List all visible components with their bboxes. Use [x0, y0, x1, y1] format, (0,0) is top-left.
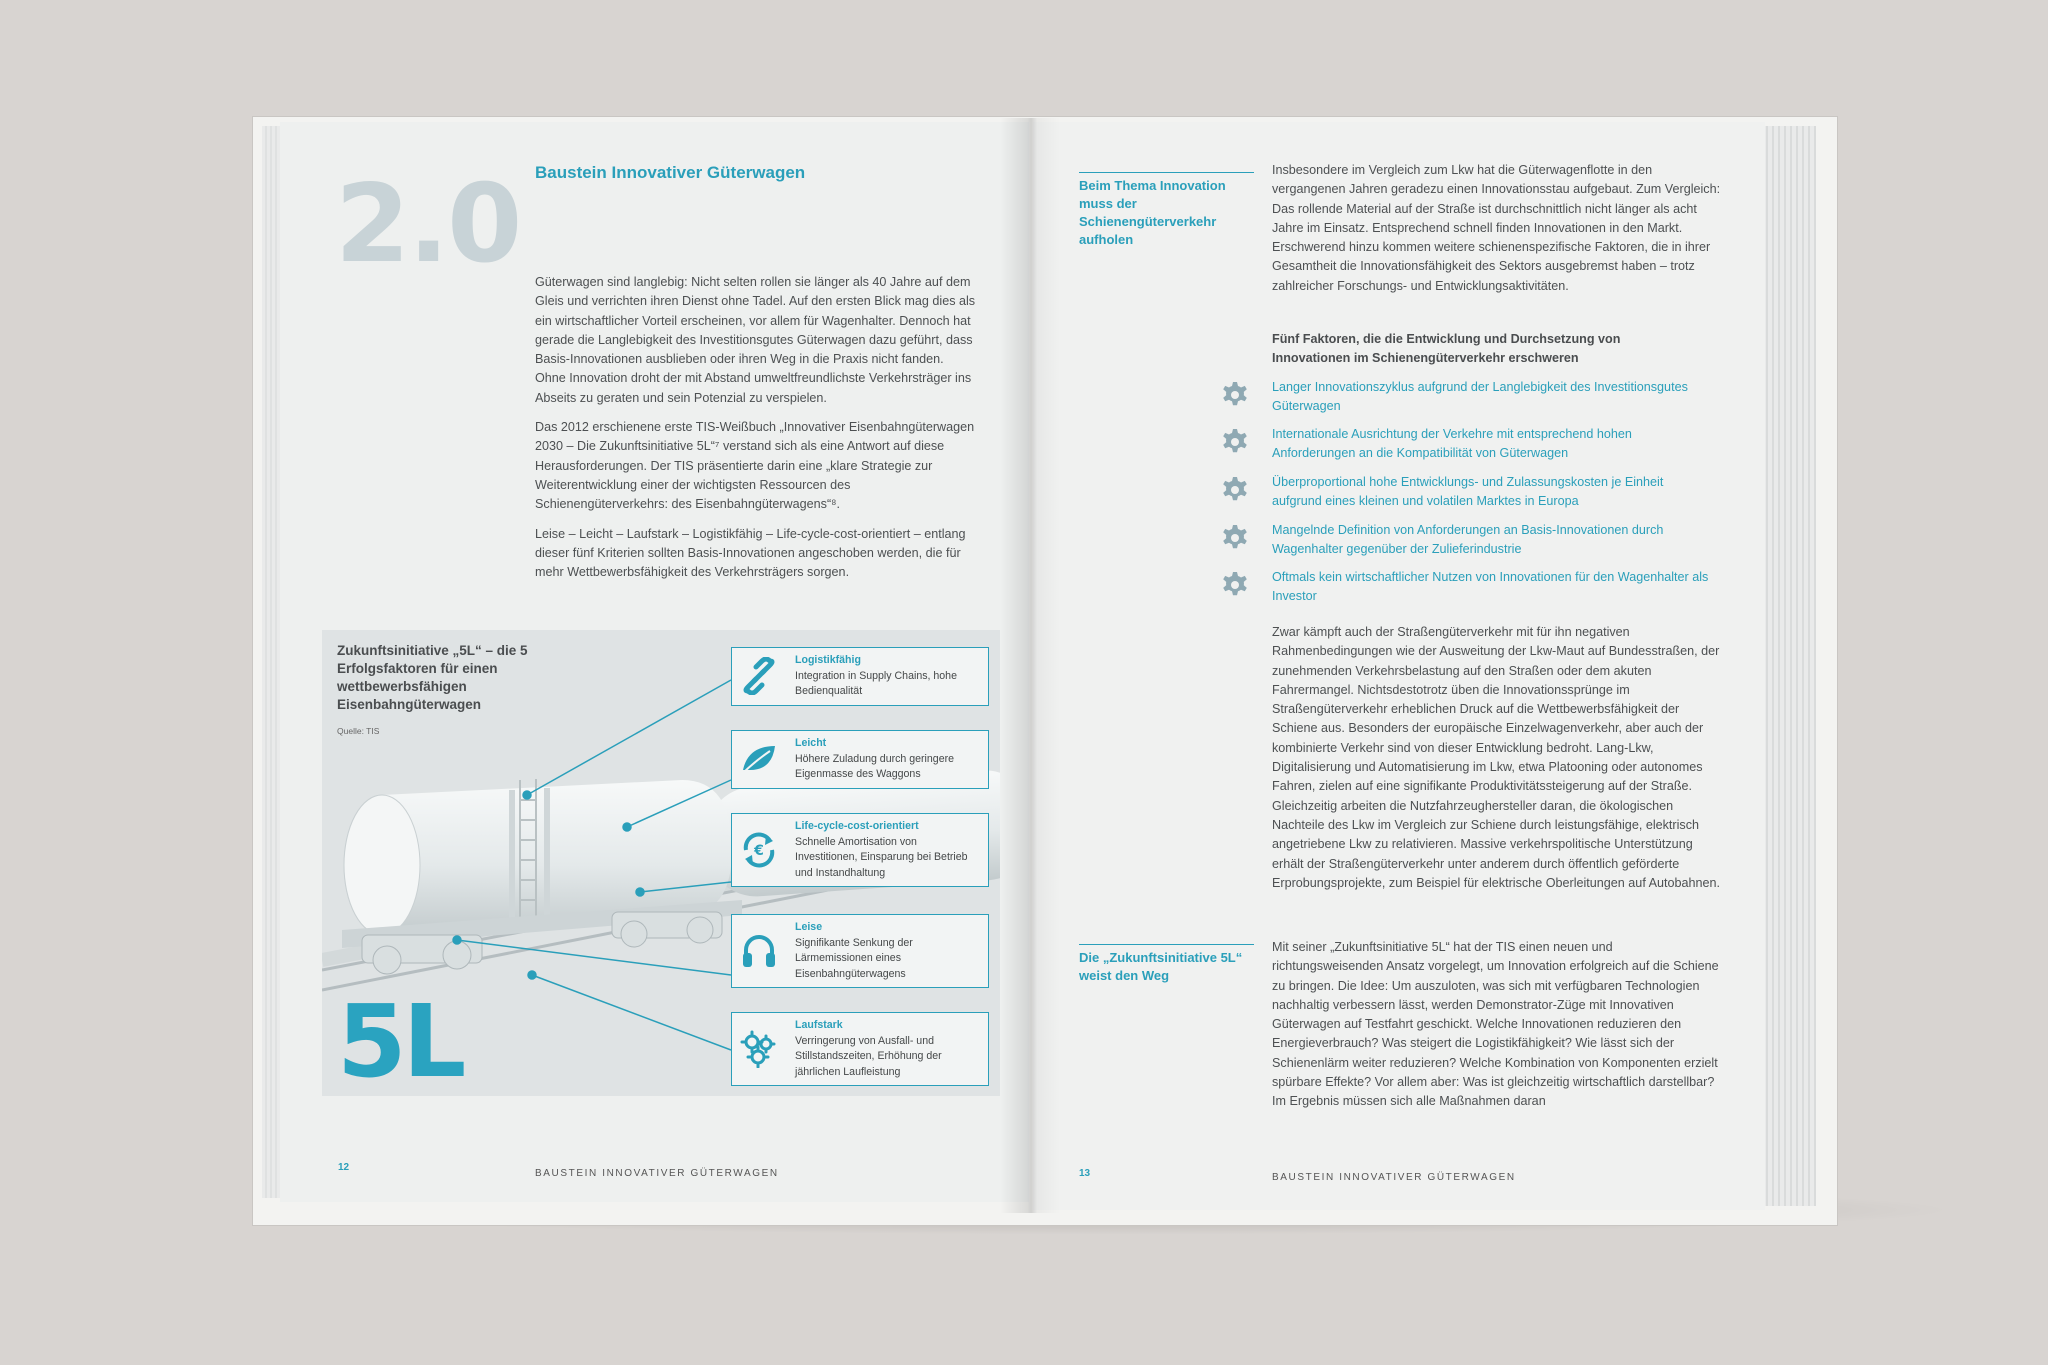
right-paragraph-3: Mit seiner „Zukunftsinitiative 5L“ hat der TIS einen neuen und richtungsweisenden Ansatz vorgelegt, um Innovation erfolgreich auf die Schiene zu bringen. Die Idee: Um auszuloten, was sich mit verfügbaren Technologien nachhaltig verbessern lässt, werden Demonstrator-Züge mit Innovativen Güterwagen auf Testfahrt geschickt. Welche Innovationen reduzieren den Energieverbrauch? Was steigert die Logistikfähigkeit? Wie lässt sich der Schienenlärm weiter reduzieren? Welche Kombination von Komponenten erzielt spürbare Effekte? Vor allem aber: Was ist gleichzeitig wirtschaftlich darstellbar? Im Ergebnis müssen sich alle Maßnahmen daran: [1272, 940, 1719, 1109]
gear-icon: [1221, 381, 1249, 409]
gears-icon: [740, 1030, 778, 1068]
chapter-title: Baustein Innovativer Güterwagen: [535, 163, 806, 182]
chapter-number: 2.0: [335, 162, 521, 287]
right-page: [1033, 122, 1765, 1210]
factor-text-leicht: Höhere Zuladung durch geringere Eigenmasse des Waggons: [795, 752, 955, 781]
leaf-icon: [740, 740, 778, 778]
factor-box-logistikfaehig: [731, 647, 989, 706]
factor-3: Überproportional hohe Entwicklungs- und Zulassungskosten je Einheit aufgrund eines kleinen und volatilen Marktes in Europa: [1272, 475, 1664, 508]
factor-text-logistikfaehig: Integration in Supply Chains, hohe Bedienqualität: [795, 669, 957, 698]
right-paragraph-2: Zwar kämpft auch der Straßengüterverkehr mit für ihn negativen Rahmenbedingungen wie der Ausweitung der Lkw-Maut auf Bundesstraßen, der zunehmenden Verkehrsbelastung auf den Straßen oder dem akuten Fahrermangel. Nichtsdestotrotz üben die Innovationssprünge im Straßengüterverkehr erheblichen Druck auf die Wettbewerbsfähigkeit der Schiene aus. Besonders der europäische Einzelwagenverkehr, aber auch der kombinierte Verkehr sind von dieser Entwicklung bedroht. Lang-Lkw, Digitalisierung und Automatisierung im Lkw, etwa Platooning oder autonomes Fahren, zielen auf eine signifikante Produktivitätssteigerung auf der Straße. Gleichzeitig arbeiten die Nutzfahrzeughersteller daran, die ökologischen Nachteile des Lkw im Vergleich zur Schiene durch leistungsfähige, elektrisch angetriebene Lkw zu relativieren. Massive verkehrspolitische Unterstützung erhält der Straßengüterverkehr unter anderem durch öffentlich geförderte Erprobungsprojekte, zum Beispiel für elektrische Oberleitungen auf Autobahnen.: [1272, 625, 1721, 890]
factors-subheading: Fünf Faktoren, die die Entwicklung und Durchsetzung von Innovationen im Schienengüterverkehr erschweren: [1272, 332, 1621, 366]
svg-text:€: €: [754, 843, 764, 860]
gear-icon: [1221, 428, 1249, 456]
factor-box-laufstark: [731, 1012, 989, 1086]
infographic-title: Zukunftsinitiative „5L“ – die 5 Erfolgsfaktoren für einen wettbewerbsfähigen Eisenbahngüterwagen: [337, 643, 528, 712]
infographic-source: Quelle: TIS: [337, 726, 380, 736]
factor-1: Langer Innovationszyklus aufgrund der Langlebigkeit des Investitionsgutes Güterwagen: [1272, 380, 1688, 413]
gear-icon: [1221, 524, 1249, 552]
side-heading-innovation: Beim Thema Innovation muss der Schienengüterverkehr aufholen: [1079, 172, 1254, 249]
factor-title-logistikfaehig: Logistikfähig: [795, 654, 861, 666]
right-paragraph-1: Insbesondere im Vergleich zum Lkw hat die Güterwagenflotte in den vergangenen Jahren geradezu einen Innovationsstau aufgebaut. Zum Vergleich: Das rollende Material auf der Straße ist durchschnittlich nicht länger als acht Jahre im Einsatz. Entsprechend schnell finden Innovationen in den Markt. Erschwerend hinzu kommen weitere schienenspezifische Faktoren, die in ihrer Gesamtheit die Innovationsfähigkeit des Sektors ausgebremst haben – trotz zahlreicher Forschungs- und Entwicklungsaktivitäten.: [1272, 163, 1721, 293]
factor-box-leise: [731, 914, 989, 988]
gear-icon: [1221, 571, 1249, 599]
factor-5: Oftmals kein wirtschaftlicher Nutzen von Innovationen für den Wagenhalter als Investor: [1272, 570, 1709, 603]
factor-4: Mangelnde Definition von Anforderungen an Basis-Innovationen durch Wagenhalter gegenüber der Zulieferindustrie: [1272, 523, 1664, 556]
gear-icon: [1221, 476, 1249, 504]
side-heading-5l: Die „Zukunftsinitiative 5L“ weist den Weg: [1079, 944, 1254, 985]
factor-box-leicht: [731, 730, 989, 789]
left-page: [280, 122, 1029, 1202]
infographic-5l: [322, 630, 1000, 1096]
factor-title-leicht: Leicht: [795, 737, 827, 749]
left-paragraph-3: Leise – Leicht – Laufstark – Logistikfähig – Life-cycle-cost-orientiert – entlang dieser fünf Kriterien sollten Basis-Innovationen angeschoben werden, die für mehr Wettbewerbsfähigkeit des Verkehrsträgers sorgen.: [535, 526, 966, 580]
left-body-text: [535, 273, 977, 592]
page-number-right: 13: [1079, 1168, 1091, 1179]
running-title-right: BAUSTEIN INNOVATIVER GÜTERWAGEN: [1272, 1172, 1516, 1183]
factor-box-life-cycle: [731, 813, 989, 887]
left-paragraph-1: Güterwagen sind langlebig: Nicht selten rollen sie länger als 40 Jahre auf dem Gleis und verrichten ihren Dienst ohne Tadel. Auf den ersten Blick mag dies als ein wirtschaftlicher Vorteil erscheinen, vor allem für Wagenhalter. Dennoch hat gerade die Langlebigkeit des Investitionsgutes Güterwagen dazu geführt, dass Basis-Innovationen ausblieben oder ihren Weg in die Praxis nicht fanden. Ohne Innovation droht der mit Abstand umweltfreundlichste Verkehrsträger ins Abseits zu geraten und sein Potenzial zu verspielen.: [535, 275, 976, 405]
page-stack-left: [262, 126, 282, 1198]
factor-text-life-cycle: Schnelle Amortisation von Investitionen, Einsparung bei Betrieb und Instandhaltung: [795, 835, 968, 879]
factor-text-laufstark: Verringerung von Ausfall- und Stillstandszeiten, Erhöhung der jährlichen Laufleistung: [795, 1034, 942, 1078]
page-number-left: 12: [338, 1162, 350, 1173]
factor-title-life-cycle: Life-cycle-cost-orientiert: [795, 820, 919, 832]
factor-text-leise: Signifikante Senkung der Lärmemissionen eines Eisenbahngüterwagens: [795, 936, 913, 980]
running-title-left: BAUSTEIN INNOVATIVER GÜTERWAGEN: [535, 1168, 779, 1179]
chain-link-icon: [740, 657, 778, 695]
headphones-icon: [740, 932, 778, 970]
factor-title-leise: Leise: [795, 921, 823, 933]
euro-cycle-icon: [740, 831, 778, 869]
left-paragraph-2: Das 2012 erschienene erste TIS-Weißbuch „Innovativer Eisenbahngüterwagen 2030 – Die Zukunftsinitiative 5L“⁷ verstand sich als eine Antwort auf diese Herausforderungen. Der TIS präsentierte darin eine „klare Strategie zur Weiterentwicklung einer der wichtigsten Ressourcen des Schienengüterverkehrs: des Eisenbahngüterwagens“⁸.: [535, 420, 975, 512]
5l-logo: 5L: [337, 983, 463, 1096]
page-stack-right: [1756, 126, 1816, 1206]
factor-2: Internationale Ausrichtung der Verkehre mit entsprechend hohen Anforderungen an die Kompatibilität von Güterwagen: [1272, 427, 1632, 460]
factor-title-laufstark: Laufstark: [795, 1019, 843, 1031]
